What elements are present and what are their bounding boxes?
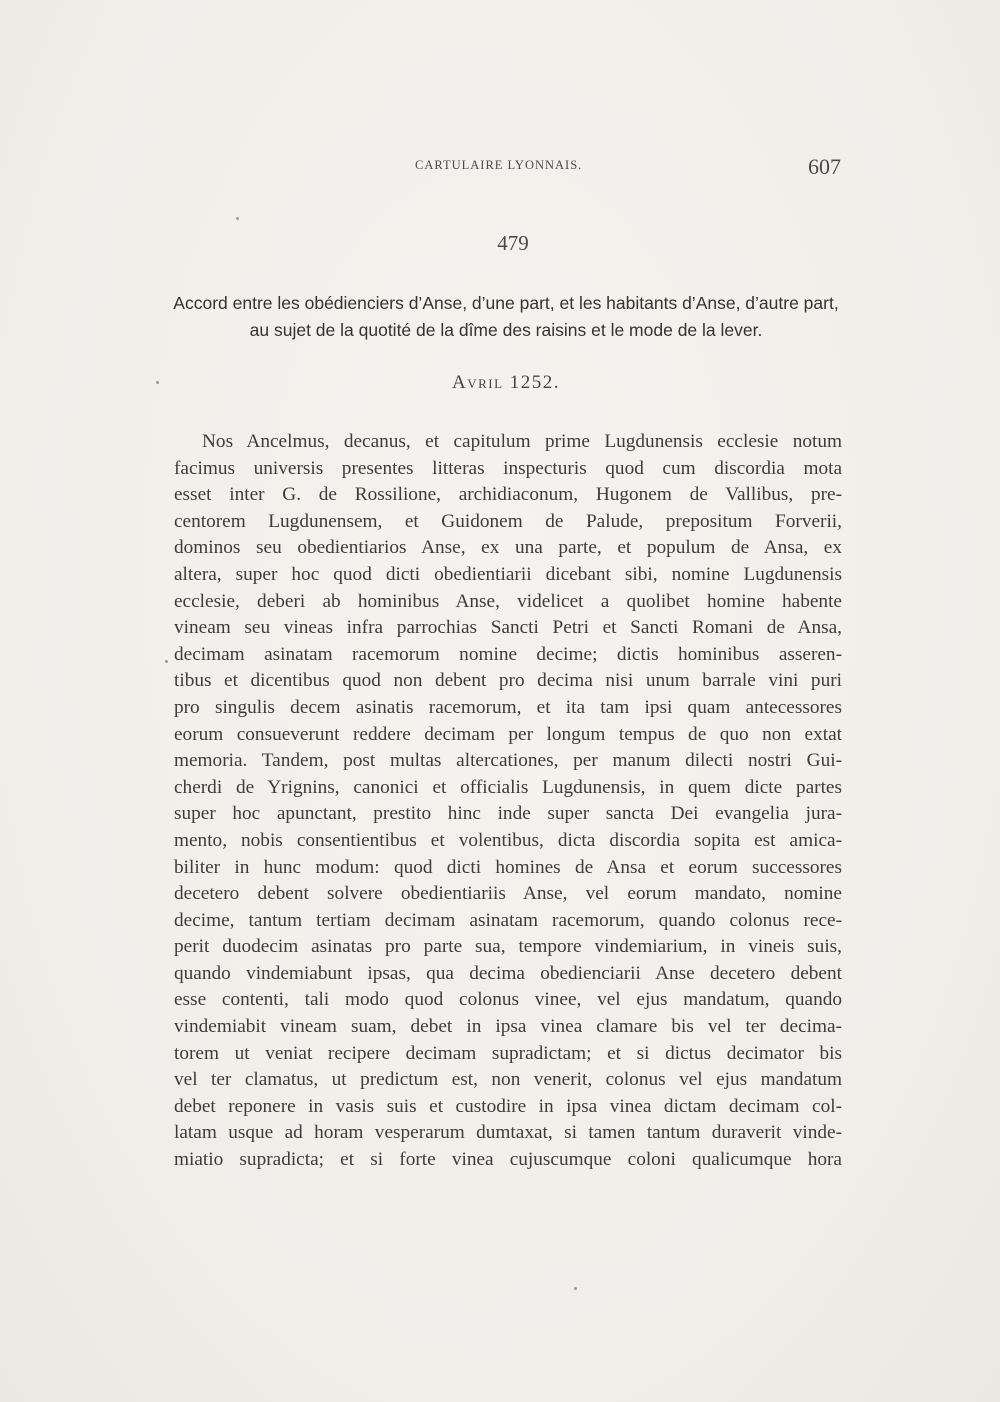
text-line: perit duodecim asinatas pro parte sua, tempore vindemiarium, in vineis suis, [174, 936, 842, 958]
text-line: debet reponere in vasis suis et custodire in ipsa vinea dictam decimam col- [174, 1095, 842, 1117]
text-line: esse contenti, tali modo quod colonus vinee, vel ejus mandatum, quando [174, 989, 842, 1011]
body-text [174, 429, 842, 1174]
text-line: latam usque ad horam vesperarum dumtaxat, si tamen tantum duraverit vinde- [174, 1122, 842, 1144]
text-line: mento, nobis consentientibus et volentibus, dicta discordia sopita est amica- [174, 829, 842, 851]
text-line: cherdi de Yrignins, canonici et officialis Lugdunensis, in quem dicte partes [174, 776, 842, 798]
date-text: Avril 1252. [451, 372, 561, 393]
text-line: esset inter G. de Rossilione, archidiaconum, Hugonem de Vallibus, pre- [174, 484, 842, 506]
text-line: pro singulis decem asinatis racemorum, et ita tam ipsi quam antecessores [174, 696, 842, 718]
text-line: vel ter clamatus, ut predictum est, non venerit, colonus vel ejus mandatum [174, 1069, 842, 1091]
text-line: memoria. Tandem, post multas altercationes, per manum dilecti nostri Gui- [174, 750, 842, 772]
text-line: dominos seu obedientiarios Anse, ex una parte, et populum de Ansa, ex [174, 537, 842, 559]
text-line: decetero debent solvere obedientiariis Anse, vel eorum mandato, nomine [174, 883, 842, 905]
text-line: quando vindemiabunt ipsas, qua decima obedienciarii Anse decetero debent [174, 962, 842, 984]
text-line: facimus universis presentes litteras inspecturis quod cum discordia mota [174, 457, 842, 479]
text-line: ecclesie, deberi ab hominibus Anse, videlicet a quolibet homine habente [174, 590, 842, 612]
print-speck [156, 381, 159, 384]
text-line: centorem Lugdunensem, et Guidonem de Palude, prepositum Forverii, [174, 510, 842, 532]
text-line: decime, tantum tertiam decimam asinatam racemorum, quando colonus rece- [174, 909, 842, 931]
document-number: 479 [497, 231, 529, 255]
text-line: vindemiabit vineam suam, debet in ipsa vinea clamare bis vel ter decima- [174, 1016, 842, 1038]
text-line: torem ut veniat recipere decimam supradictam; et si dictus decimator bis [174, 1042, 842, 1064]
document-title: Accord entre les obédienciers d’Anse, d’une part, et les habitants d’Anse, d’autre part, au sujet de la quotité de la dîme des raisins et le mode de la lever. [173, 293, 839, 340]
text-line: tibus et dicentibus quod non debent pro decima nisi unum barrale vini puri [174, 670, 842, 692]
print-speck [236, 217, 239, 220]
running-head: CARTULAIRE LYONNAIS. [415, 158, 583, 172]
text-line: eorum consueverunt reddere decimam per longum tempus de quo non extat [174, 723, 842, 745]
text-line: biliter in hunc modum: quod dicti homines de Ansa et eorum successores [174, 856, 842, 878]
page-number: 607 [808, 154, 841, 179]
text-line: altera, super hoc quod dicti obedientiarii dicebant sibi, nomine Lugdunensis [174, 563, 842, 585]
text-line: vineam seu vineas infra parrochias Sancti Petri et Sancti Romani de Ansa, [174, 617, 842, 639]
text-line: Nos Ancelmus, decanus, et capitulum prime Lugdunensis ecclesie notum [202, 431, 842, 452]
text-line: decimam asinatam racemorum nomine decime; dictis hominibus asseren- [174, 643, 842, 665]
print-speck [165, 660, 168, 663]
print-speck [574, 1287, 577, 1290]
text-line: miatio supradicta; et si forte vinea cujuscumque coloni qualicumque hora [174, 1149, 842, 1171]
text-line: super hoc apunctant, prestito hinc inde super sancta Dei evangelia jura- [174, 803, 842, 825]
document-date [0, 372, 1000, 394]
